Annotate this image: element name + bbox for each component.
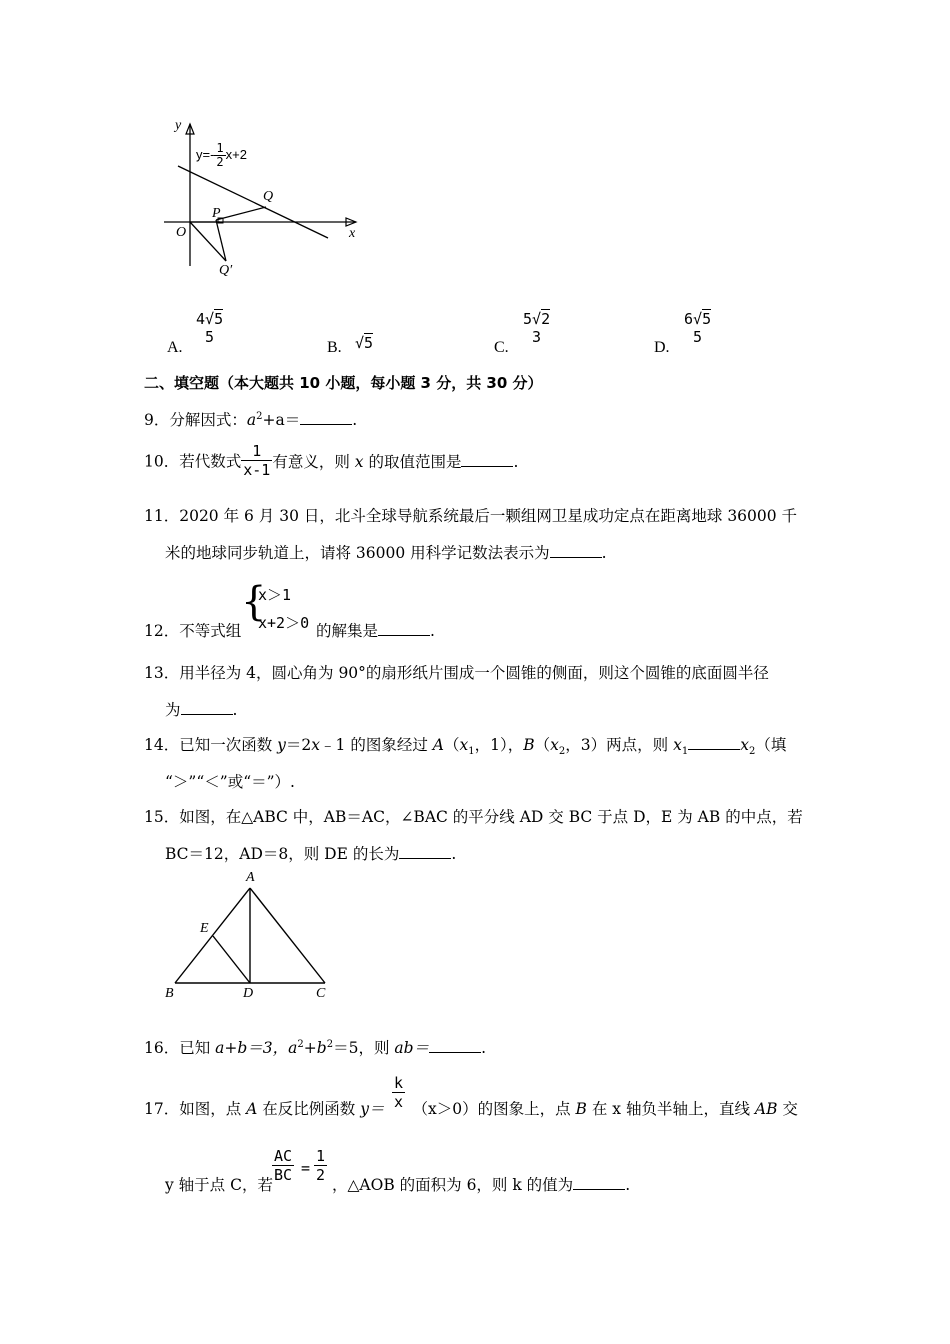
line-graph: [178, 166, 328, 238]
option-d-letter: D.: [654, 339, 670, 356]
option-a-denominator: 5: [205, 328, 215, 346]
label-x: x: [349, 226, 356, 241]
q14-pb-close: ，3）两点，则: [565, 736, 674, 754]
q14-line1-end: （填: [755, 736, 787, 754]
q14-answer-blank[interactable]: [688, 735, 740, 750]
question-17-line1: [144, 1097, 798, 1119]
q12-end: .: [430, 622, 435, 640]
question-13-line2: [165, 698, 237, 720]
equation-den: 2: [216, 155, 224, 169]
q12-brace: {: [241, 579, 267, 625]
option-a-letter: A.: [167, 339, 183, 356]
q15-line2-text: BC＝12，AD＝8，则 DE 的长为: [165, 845, 400, 863]
q13-end: .: [232, 701, 238, 719]
q13-answer-blank[interactable]: [181, 700, 233, 715]
option-d-denominator: 5: [693, 328, 703, 346]
q17-mid1: 在反比例函数: [257, 1100, 361, 1118]
option-b-radicand: 5: [364, 334, 374, 352]
option-a-radicand: 5: [214, 310, 224, 328]
q17-half-num: 1: [316, 1147, 326, 1165]
label-e: E: [200, 921, 209, 936]
option-b-letter: B.: [327, 339, 342, 356]
segment-ed: [213, 936, 250, 983]
q11-line2-text: 米的地球同步轨道上，请将 36000 用科学记数法表示为: [165, 544, 550, 562]
q17-point-a: A: [246, 1100, 258, 1118]
q9-exp: 2: [256, 410, 263, 422]
q16-prefix: 16．已知: [144, 1039, 216, 1057]
q14-pb-x: x: [550, 736, 559, 754]
question-11-line2: [165, 541, 607, 563]
q17-ratio-den: BC: [274, 1166, 293, 1184]
q17-answer-blank[interactable]: [573, 1175, 625, 1190]
question-14-line1: [144, 733, 786, 757]
q10-frac-den: x-1: [243, 461, 271, 479]
q14-x2-sub: 2: [748, 746, 756, 758]
label-q: Q: [263, 189, 274, 204]
q10-answer-blank[interactable]: [461, 452, 513, 467]
q17-end1: 交: [777, 1100, 798, 1118]
equation-suffix: x+2: [225, 146, 247, 162]
question-12-suffix: [316, 619, 435, 641]
question-10: [144, 442, 518, 479]
section-title: 二、填空题（本大题共 10 小题，每小题 3 分，共 30 分）: [144, 374, 543, 392]
q16-b: b: [316, 1039, 327, 1057]
q16-expr1: a+b＝3，: [215, 1039, 289, 1057]
q14-pb-sub: 2: [558, 746, 566, 758]
q14-x1-sub: 1: [681, 746, 689, 758]
side-ac: [250, 888, 325, 983]
question-13-line1: 13．用半径为 4，圆心角为 90°的扇形纸片围成一个圆锥的侧面，则这个圆锥的底面圆半径: [144, 664, 769, 682]
q16-answer-blank[interactable]: [429, 1038, 481, 1053]
label-y: y: [175, 118, 182, 133]
q17-equals: =: [301, 1159, 311, 1177]
option-a-fraction: [194, 310, 225, 346]
q12-answer-blank[interactable]: [378, 621, 430, 636]
q17-k-fraction: [392, 1074, 405, 1111]
q17-cond: （x＞0）: [412, 1100, 478, 1118]
q17-ratio-num: AC: [274, 1147, 293, 1165]
option-d-radicand: 5: [702, 310, 712, 328]
equation-num: 1: [216, 141, 224, 155]
q15-answer-blank[interactable]: [399, 844, 451, 859]
label-q-prime: Q′: [219, 263, 233, 278]
q10-frac-num: 1: [252, 442, 262, 460]
label-d: D: [243, 986, 254, 1001]
q17-half-fraction: [314, 1147, 327, 1184]
q14-func: y: [277, 736, 286, 754]
q11-end: .: [601, 544, 607, 562]
option-d-numerator: 6√5: [684, 310, 712, 328]
q10-fraction: [241, 442, 272, 479]
question-16: [144, 1036, 486, 1058]
q16-end: .: [481, 1039, 487, 1057]
q14-part-c: ﹣1 的图象经过: [320, 736, 433, 754]
q17-mid3: 在 x 轴负半轴上，直线: [586, 1100, 755, 1118]
q10-middle: 有意义，则: [272, 452, 350, 471]
option-c-coef: 5: [523, 310, 533, 328]
option-a-coef: 4: [196, 310, 206, 328]
q16-exp2: 2: [326, 1038, 334, 1050]
q17-mid2: 的图象上，点: [477, 1100, 576, 1118]
q17-ratio-fraction: [272, 1147, 294, 1184]
question-12-prefix: 12．不等式组: [144, 622, 242, 640]
option-c-fraction: [521, 310, 552, 346]
q14-part-b: ＝2: [285, 736, 312, 754]
q10-end: .: [513, 452, 519, 471]
q10-suffix: 的取值范围是: [368, 452, 462, 471]
question-15-line1: 15．如图，在△ABC 中，AB＝AC，∠BAC 的平分线 AD 交 BC 于点 D，E 为 AB 的中点，若: [144, 808, 803, 826]
option-b-value: √5: [355, 334, 374, 352]
q10-prefix: 10．若代数式: [144, 452, 242, 471]
q17-point-b: B: [575, 1100, 587, 1118]
q14-part-a: 14．已知一次函数: [144, 736, 278, 754]
q9-end: .: [352, 411, 358, 429]
q17-ab: AB: [754, 1100, 778, 1118]
q11-answer-blank[interactable]: [550, 543, 602, 558]
equation-prefix: y=-: [196, 146, 215, 162]
q14-pa-x: x: [459, 736, 469, 754]
q17-half-den: 2: [316, 1166, 326, 1184]
q9-expr-rest: +a＝: [262, 411, 301, 429]
option-c-letter: C.: [494, 339, 509, 356]
q10-var: x: [354, 452, 364, 471]
q16-expr2: ＝5，则: [333, 1039, 395, 1057]
equation-fraction: [214, 142, 225, 169]
q15-end: .: [451, 845, 457, 863]
q14-pb-open: （: [534, 736, 551, 754]
q14-x1: x: [673, 736, 682, 754]
q16-a: a: [288, 1039, 298, 1057]
triangle-figure: [170, 884, 330, 989]
q13-line2-text: 为: [165, 701, 181, 719]
q17-prefix: 17．如图，点: [144, 1100, 247, 1118]
q14-point-a: A: [432, 736, 444, 754]
question-11-line1: 11．2020 年 6 月 30 日，北斗全球导航系统最后一颗组网卫星成功定点在距离地球 36000 千: [144, 507, 798, 525]
question-17-line2-end: [332, 1173, 630, 1195]
q17-line2-text: ，△AOB 的面积为 6，则 k 的值为: [332, 1176, 574, 1194]
q14-pa-open: （: [443, 736, 460, 754]
q9-answer-blank[interactable]: [300, 410, 352, 425]
label-b: B: [165, 986, 174, 1001]
line-equation: [196, 142, 247, 169]
q17-fy: y＝: [360, 1100, 385, 1118]
label-c: C: [316, 986, 326, 1001]
option-a-numerator: 4√5: [196, 310, 224, 328]
option-c-denominator: 3: [532, 328, 542, 346]
q14-pa-close: ，1），: [474, 736, 524, 754]
q12-ineq1: x＞1: [258, 586, 292, 604]
q14-x2: x: [740, 736, 749, 754]
option-c-numerator: 5√2: [523, 310, 551, 328]
label-o: O: [176, 225, 187, 240]
option-d-coef: 6: [684, 310, 694, 328]
label-p: P: [212, 206, 221, 221]
option-c-radicand: 2: [541, 310, 551, 328]
question-9: [144, 408, 357, 430]
q12-ineq2: x+2＞0: [258, 614, 310, 632]
q17-end: .: [625, 1176, 631, 1194]
label-a: A: [246, 870, 255, 885]
option-d-fraction: [682, 310, 713, 346]
q14-pa-sub: 1: [468, 746, 475, 758]
q16-plus: +: [303, 1039, 317, 1057]
q14-func-x: x: [311, 736, 321, 754]
q16-exp1: 2: [297, 1038, 304, 1050]
q9-prefix: 9．分解因式：: [144, 411, 247, 429]
question-14-line2: “＞”“＜”或“＝”）.: [165, 773, 295, 791]
q17-frac-num: k: [394, 1074, 404, 1092]
q9-a: a: [246, 411, 257, 429]
q12-suffix-text: 的解集是: [316, 622, 379, 640]
question-17-line2-start: y 轴于点 C，若: [165, 1176, 273, 1194]
q16-ab: ab＝: [394, 1039, 430, 1057]
q17-frac-den: x: [394, 1093, 404, 1111]
q14-point-b: B: [523, 736, 535, 754]
question-15-line2: [165, 842, 456, 864]
